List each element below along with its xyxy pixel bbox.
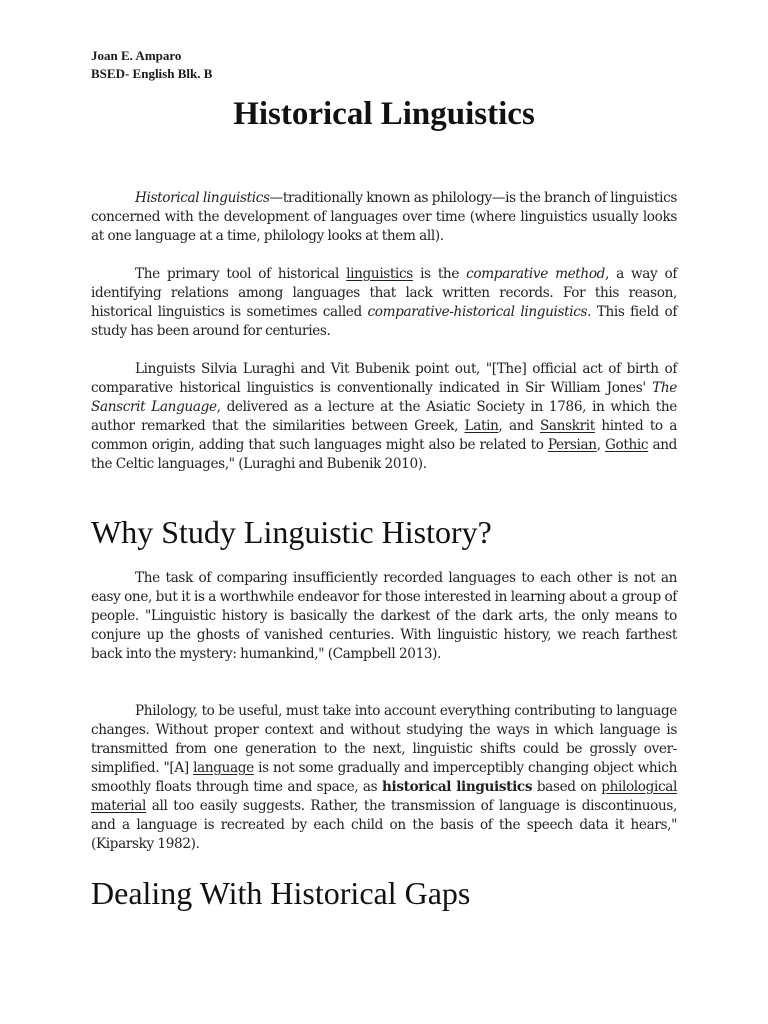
- text-segment: —traditionally known as philology—is the branch of linguistics concerned with the development of languages over time (where linguistics usually looks at one language at a time, philology looks at them all).: [91, 190, 677, 244]
- term-historical-linguistics-bold: historical linguistics: [382, 779, 533, 795]
- text-segment: . This field of study has been around for centuries.: [91, 304, 678, 339]
- paragraph-luraghi-quote: [91, 360, 677, 474]
- author-block: [91, 47, 212, 83]
- paragraph-task-of-comparing: [91, 569, 677, 664]
- term-historical-linguistics: Historical linguistics: [135, 190, 270, 206]
- title-sanscrit-language: The Sanscrit Language: [91, 380, 677, 415]
- document-title: Historical Linguistics: [233, 96, 535, 132]
- text-segment: , and: [498, 418, 540, 434]
- text-segment: and the Celtic languages," (Luraghi and Bubenik 2010).: [91, 437, 677, 472]
- text-segment: , delivered as a lecture at the Asiatic Society in 1786, in which the author remarked that the similarities between Greek,: [91, 399, 677, 434]
- term-comparative-method: comparative method: [466, 266, 606, 282]
- link-philological-material[interactable]: philological material: [91, 779, 678, 814]
- term-comparative-historical-linguistics: comparative-historical linguistics: [367, 304, 588, 320]
- text-segment: The task of comparing insufficiently recorded languages to each other is not an easy one, but it is a worthwhile endeavor for those interested in learning about a group of people. "Linguistic history is basically the darkest of the dark arts, the only means to conjure up the ghosts of vanished centuries. With linguistic history, we reach farthest back into the mystery: humankind," (Campbell 2013).: [91, 570, 677, 662]
- link-gothic[interactable]: Gothic: [605, 437, 649, 453]
- text-segment: Philology, to be useful, must take into account everything contributing to language changes. Without proper context and without studying the ways in which language is transmitted from one generation to the next, linguistic shifts could be grossly over-simplified. "[A]: [91, 703, 677, 776]
- text-segment: Linguists Silvia Luraghi and Vit Bubenik point out, "[The] official act of birth of comparative historical linguistics is conventionally indicated in Sir William Jones': [91, 361, 677, 396]
- heading-why-study: Why Study Linguistic History?: [91, 514, 492, 550]
- text-segment: ,: [596, 437, 605, 453]
- text-segment: is the: [412, 266, 467, 282]
- link-language[interactable]: language: [193, 760, 254, 776]
- paragraph-philology: [91, 702, 677, 854]
- text-segment: , a way of identifying relations among languages that lack written records. For this reason, historical linguistics is sometimes called: [91, 266, 678, 320]
- link-persian[interactable]: Persian: [547, 437, 597, 453]
- heading-historical-gaps: Dealing With Historical Gaps: [91, 875, 471, 911]
- link-latin[interactable]: Latin: [464, 418, 499, 434]
- paragraph-comparative-method: [91, 265, 677, 341]
- text-segment: all too easily suggests. Rather, the transmission of language is discontinuous, and a language is recreated by each child on the basis of the speech data it hears," (Kiparsky 1982).: [91, 798, 677, 852]
- link-linguistics[interactable]: linguistics: [346, 266, 413, 282]
- link-sanskrit[interactable]: Sanskrit: [539, 418, 595, 434]
- text-segment: is not some gradually and imperceptibly changing object which smoothly floats through time and space, as: [91, 760, 677, 795]
- text-segment: The primary tool of historical: [135, 266, 347, 282]
- text-segment: hinted to a common origin, adding that such languages might also be related to: [91, 418, 678, 453]
- author-name: Joan E. Amparo: [91, 48, 182, 63]
- paragraph-intro: [91, 189, 677, 246]
- text-segment: based on: [532, 779, 602, 795]
- author-course: BSED- English Blk. B: [91, 66, 213, 81]
